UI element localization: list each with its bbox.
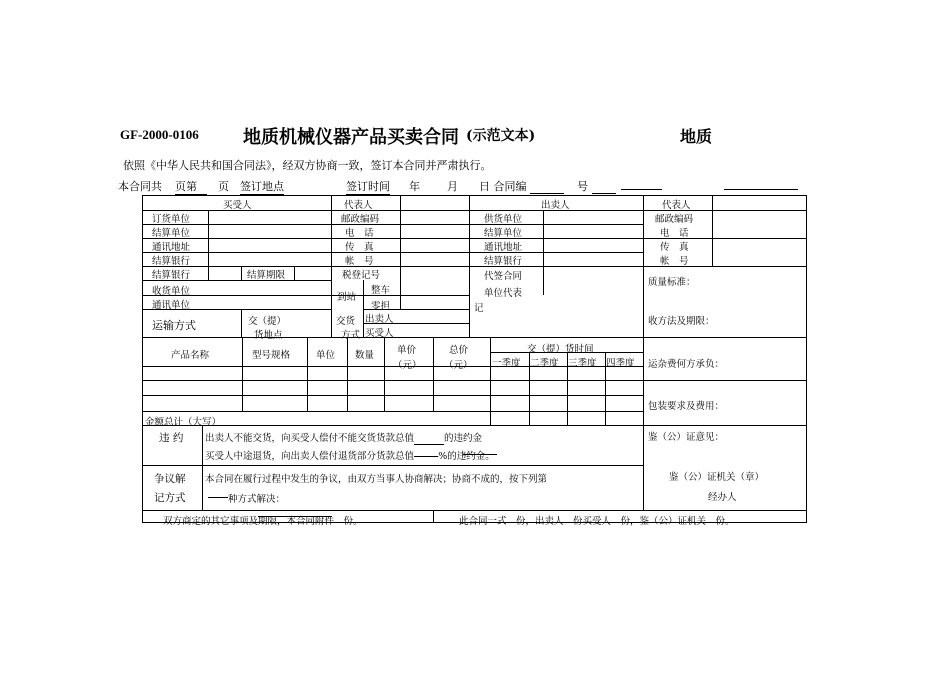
meta-place: 签订地点 bbox=[240, 180, 284, 193]
breach-line-1b: 的违约金 bbox=[444, 433, 483, 444]
meta-line-right bbox=[346, 178, 616, 195]
blank-line bbox=[621, 189, 662, 190]
seller-sign-record: 记 bbox=[474, 303, 484, 314]
buyer-whole-car: 整车 bbox=[371, 285, 391, 296]
col-total: 总价 bbox=[449, 345, 469, 356]
col-q4: 四季度 bbox=[606, 358, 635, 369]
amount-total-label: 金额总计（大写） bbox=[145, 417, 222, 428]
header-right-label: 地质 bbox=[680, 127, 713, 146]
buyer-settle-unit: 结算单位 bbox=[152, 228, 191, 239]
col-model: 型号规格 bbox=[252, 350, 291, 361]
seller-settle-unit: 结算单位 bbox=[484, 228, 523, 239]
seller-rep-label: 代表人 bbox=[662, 200, 691, 211]
buyer-delivery-mode-2: 方式 bbox=[341, 330, 361, 341]
col-quantity: 数量 bbox=[355, 350, 375, 361]
document-subtitle: (示范文本) bbox=[466, 128, 536, 144]
breach-line-2 bbox=[205, 448, 495, 462]
meta-pages-b: 页第 bbox=[175, 178, 207, 195]
buyer-delivery-place: 交（提） bbox=[248, 316, 287, 327]
notary-handler: 经办人 bbox=[708, 492, 737, 503]
meta-no: 号 bbox=[577, 180, 588, 193]
footer-left: 双方商定的其它事项及期限，本合同附件 份。 bbox=[163, 516, 363, 527]
buyer-settle-period: 结算期限 bbox=[247, 270, 286, 281]
dispute-label-2: 记方式 bbox=[154, 492, 186, 504]
buyer-header: 买受人 bbox=[223, 200, 252, 211]
notary-organ: 鉴（公）证机关（章） bbox=[669, 472, 765, 483]
seller-fax: 传 真 bbox=[660, 242, 689, 253]
col-delivery-time: 交（提）货时间 bbox=[527, 344, 594, 355]
breach-line-2a: 买受人中途退货，向出卖人偿付退货部分货款总值 bbox=[205, 451, 415, 462]
intro-text: 依照《中华人民共和国合同法》，经双方协商一致，签订本合同并严肃执行。 bbox=[123, 159, 492, 172]
breach-line-2b: %的违约金。 bbox=[438, 451, 495, 462]
blank-line bbox=[724, 189, 798, 190]
acceptance-method: 收方法及期限： bbox=[648, 316, 715, 327]
breach-label: 违 约 bbox=[159, 432, 184, 444]
meta-month: 月 bbox=[447, 180, 458, 193]
buyer-bank: 结算银行 bbox=[152, 256, 191, 267]
notary-opinion: 鉴（公）证意见： bbox=[648, 432, 725, 443]
meta-year: 年 bbox=[409, 180, 420, 193]
dispute-line-1: 本合同在履行过程中发生的争议，由双方当事人协商解决；协商不成的，按下列第 bbox=[205, 474, 548, 485]
buyer-tax-no: 税登记号 bbox=[342, 270, 381, 281]
buyer-arrive: 到站 bbox=[337, 292, 357, 303]
seller-sign-unit: 代签合同 bbox=[484, 271, 523, 282]
option-buyer: 买受人 bbox=[365, 328, 394, 339]
buyer-order-unit: 订货单位 bbox=[152, 214, 191, 225]
col-q1: 一季度 bbox=[492, 358, 521, 369]
seller-sign-rep: 单位代表 bbox=[484, 288, 523, 299]
col-unit-price-sub: （元） bbox=[393, 360, 422, 371]
buyer-bank-2: 结算银行 bbox=[152, 270, 191, 281]
buyer-receive-unit: 收货单位 bbox=[152, 286, 191, 297]
seller-bank: 结算银行 bbox=[484, 256, 523, 267]
dispute-line-2: 种方式解决： bbox=[228, 494, 286, 505]
buyer-comm-unit: 通讯单位 bbox=[152, 300, 191, 311]
footer-right: 此合同一式 份，出卖人 份买受人 份，鉴（公）证机关 份。 bbox=[459, 516, 735, 527]
seller-account: 帐 号 bbox=[660, 256, 689, 267]
meta-line bbox=[118, 178, 284, 195]
col-product-name: 产品名称 bbox=[171, 350, 210, 361]
seller-postcode: 邮政编码 bbox=[655, 214, 694, 225]
document-title: 地质机械仪器产品买卖合同 bbox=[243, 127, 459, 148]
buyer-postcode: 邮政编码 bbox=[341, 214, 380, 225]
buyer-fax: 传 真 bbox=[345, 242, 374, 253]
col-unit-price: 单价 bbox=[397, 345, 417, 356]
seller-phone: 电 话 bbox=[660, 228, 689, 239]
seller-address: 通讯地址 bbox=[484, 242, 523, 253]
buyer-address: 通讯地址 bbox=[152, 242, 191, 253]
meta-pages-c: 页 bbox=[218, 180, 229, 193]
quality-standard: 质量标准： bbox=[648, 277, 696, 288]
seller-supply-unit: 供货单位 bbox=[484, 214, 523, 225]
breach-line-1 bbox=[205, 430, 482, 445]
meta-day: 日 合同编 bbox=[479, 180, 527, 193]
meta-time: 签订时间 bbox=[346, 180, 390, 193]
buyer-delivery-mode: 交货 bbox=[336, 316, 356, 327]
buyer-account: 帐 号 bbox=[345, 256, 374, 267]
col-q3: 三季度 bbox=[568, 358, 597, 369]
dispute-label-1: 争议解 bbox=[154, 473, 186, 485]
option-seller: 出卖人 bbox=[365, 314, 394, 325]
meta-pages-a: 本合同共 bbox=[118, 180, 162, 193]
freight-bearer: 运杂费何方承负： bbox=[648, 359, 725, 370]
form-code: GF-2000-0106 bbox=[120, 127, 199, 142]
packing-requirement: 包装要求及费用： bbox=[648, 401, 725, 412]
seller-header: 出卖人 bbox=[541, 200, 570, 211]
buyer-transport: 运输方式 bbox=[152, 319, 196, 332]
buyer-rep-label: 代表人 bbox=[344, 200, 373, 211]
buyer-delivery-place-2: 货地点 bbox=[254, 330, 283, 341]
buyer-less-load: 零担 bbox=[371, 301, 391, 312]
col-q2: 二季度 bbox=[530, 358, 559, 369]
buyer-phone: 电 话 bbox=[345, 228, 374, 239]
breach-line-1a: 出卖人不能交货，向买受人偿付不能交货货款总值 bbox=[205, 433, 415, 444]
col-unit: 单位 bbox=[316, 350, 336, 361]
col-total-sub: （元） bbox=[444, 360, 473, 371]
